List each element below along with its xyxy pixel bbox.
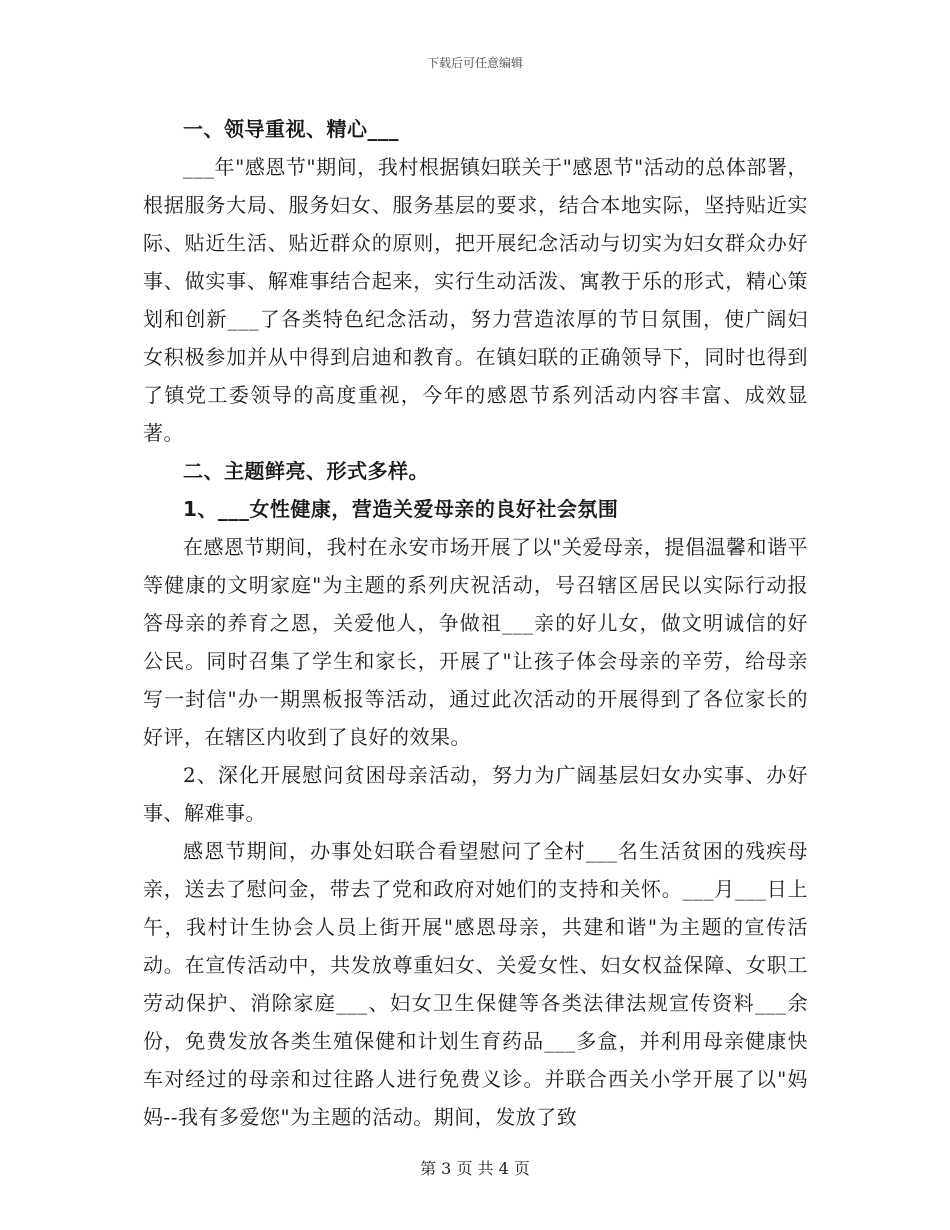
subsection-1-paragraph: 在感恩节期间，我村在永安市场开展了以"关爱母亲，提倡温馨和谐平等健康的文明家庭"为主题的系列庆祝活动，号召辖区居民以实际行动报答母亲的养育之恩，关爱他人，争做祖___亲的好儿女，做文明诚信的好公民。同时召集了学生和家长，开展了"让孩子体会母亲的辛劳，给母亲写一封信"办一期黑板报等活动，通过此次活动的开展得到了各位家长的好评，在辖区内收到了良好的效果。 — [143, 535, 808, 749]
section-2-heading: 二、主题鲜亮、形式多样。 — [183, 459, 429, 483]
header-note: 下载后可任意编辑 — [426, 56, 523, 70]
section-1-paragraph: ___年"感恩节"期间，我村根据镇妇联关于"感恩节"活动的总体部署，根据服务大局、服务妇女、服务基层的要求，结合本地实际，坚持贴近实际、贴近生活、贴近群众的原则，把开展纪念活动与切实为妇女群众办好事、做实事、解难事结合起来，实行生动活泼、寓教于乐的形式，精心策划和创新___了各类特色纪念活动，努力营造浓厚的节日氛围，使广阔妇女积极参加并从中得到启迪和教育。在镇妇联的正确领导下，同时也得到了镇党工委领导的高度重视，今年的感恩节系列活动内容丰富、成效显著。 — [143, 155, 808, 445]
subsection-3-paragraph: 感恩节期间，办事处妇联合看望慰问了全村___名生活贫困的残疾母亲，送去了慰问金，带去了党和政府对她们的支持和关怀。___月___日上午，我村计生协会人员上街开展"感恩母亲，共建和谐"为主题的宣传活动。在宣传活动中，共发放尊重妇女、关爱女性、妇女权益保障、女职工劳动保护、消除家庭___、妇女卫生保健等各类法律法规宣传资料___余份，免费发放各类生殖保健和计划生育药品___多盒，并利用母亲健康快车对经过的母亲和过往路人进行免费义诊。并联合西关小学开展了以"妈妈--我有多爱您"为主题的活动。期间，发放了致 — [143, 839, 808, 1129]
document-body — [143, 110, 808, 1136]
subsection-2-paragraph: 2、深化开展慰问贫困母亲活动，努力为广阔基层妇女办实事、办好事、解难事。 — [143, 763, 808, 825]
subsection-1-heading: 1、___女性健康，营造关爱母亲的良好社会氛围 — [183, 497, 619, 521]
section-1-heading: 一、领导重视、精心___ — [183, 117, 399, 141]
page-footer: 第 3 页 共 4 页 — [420, 1159, 530, 1178]
